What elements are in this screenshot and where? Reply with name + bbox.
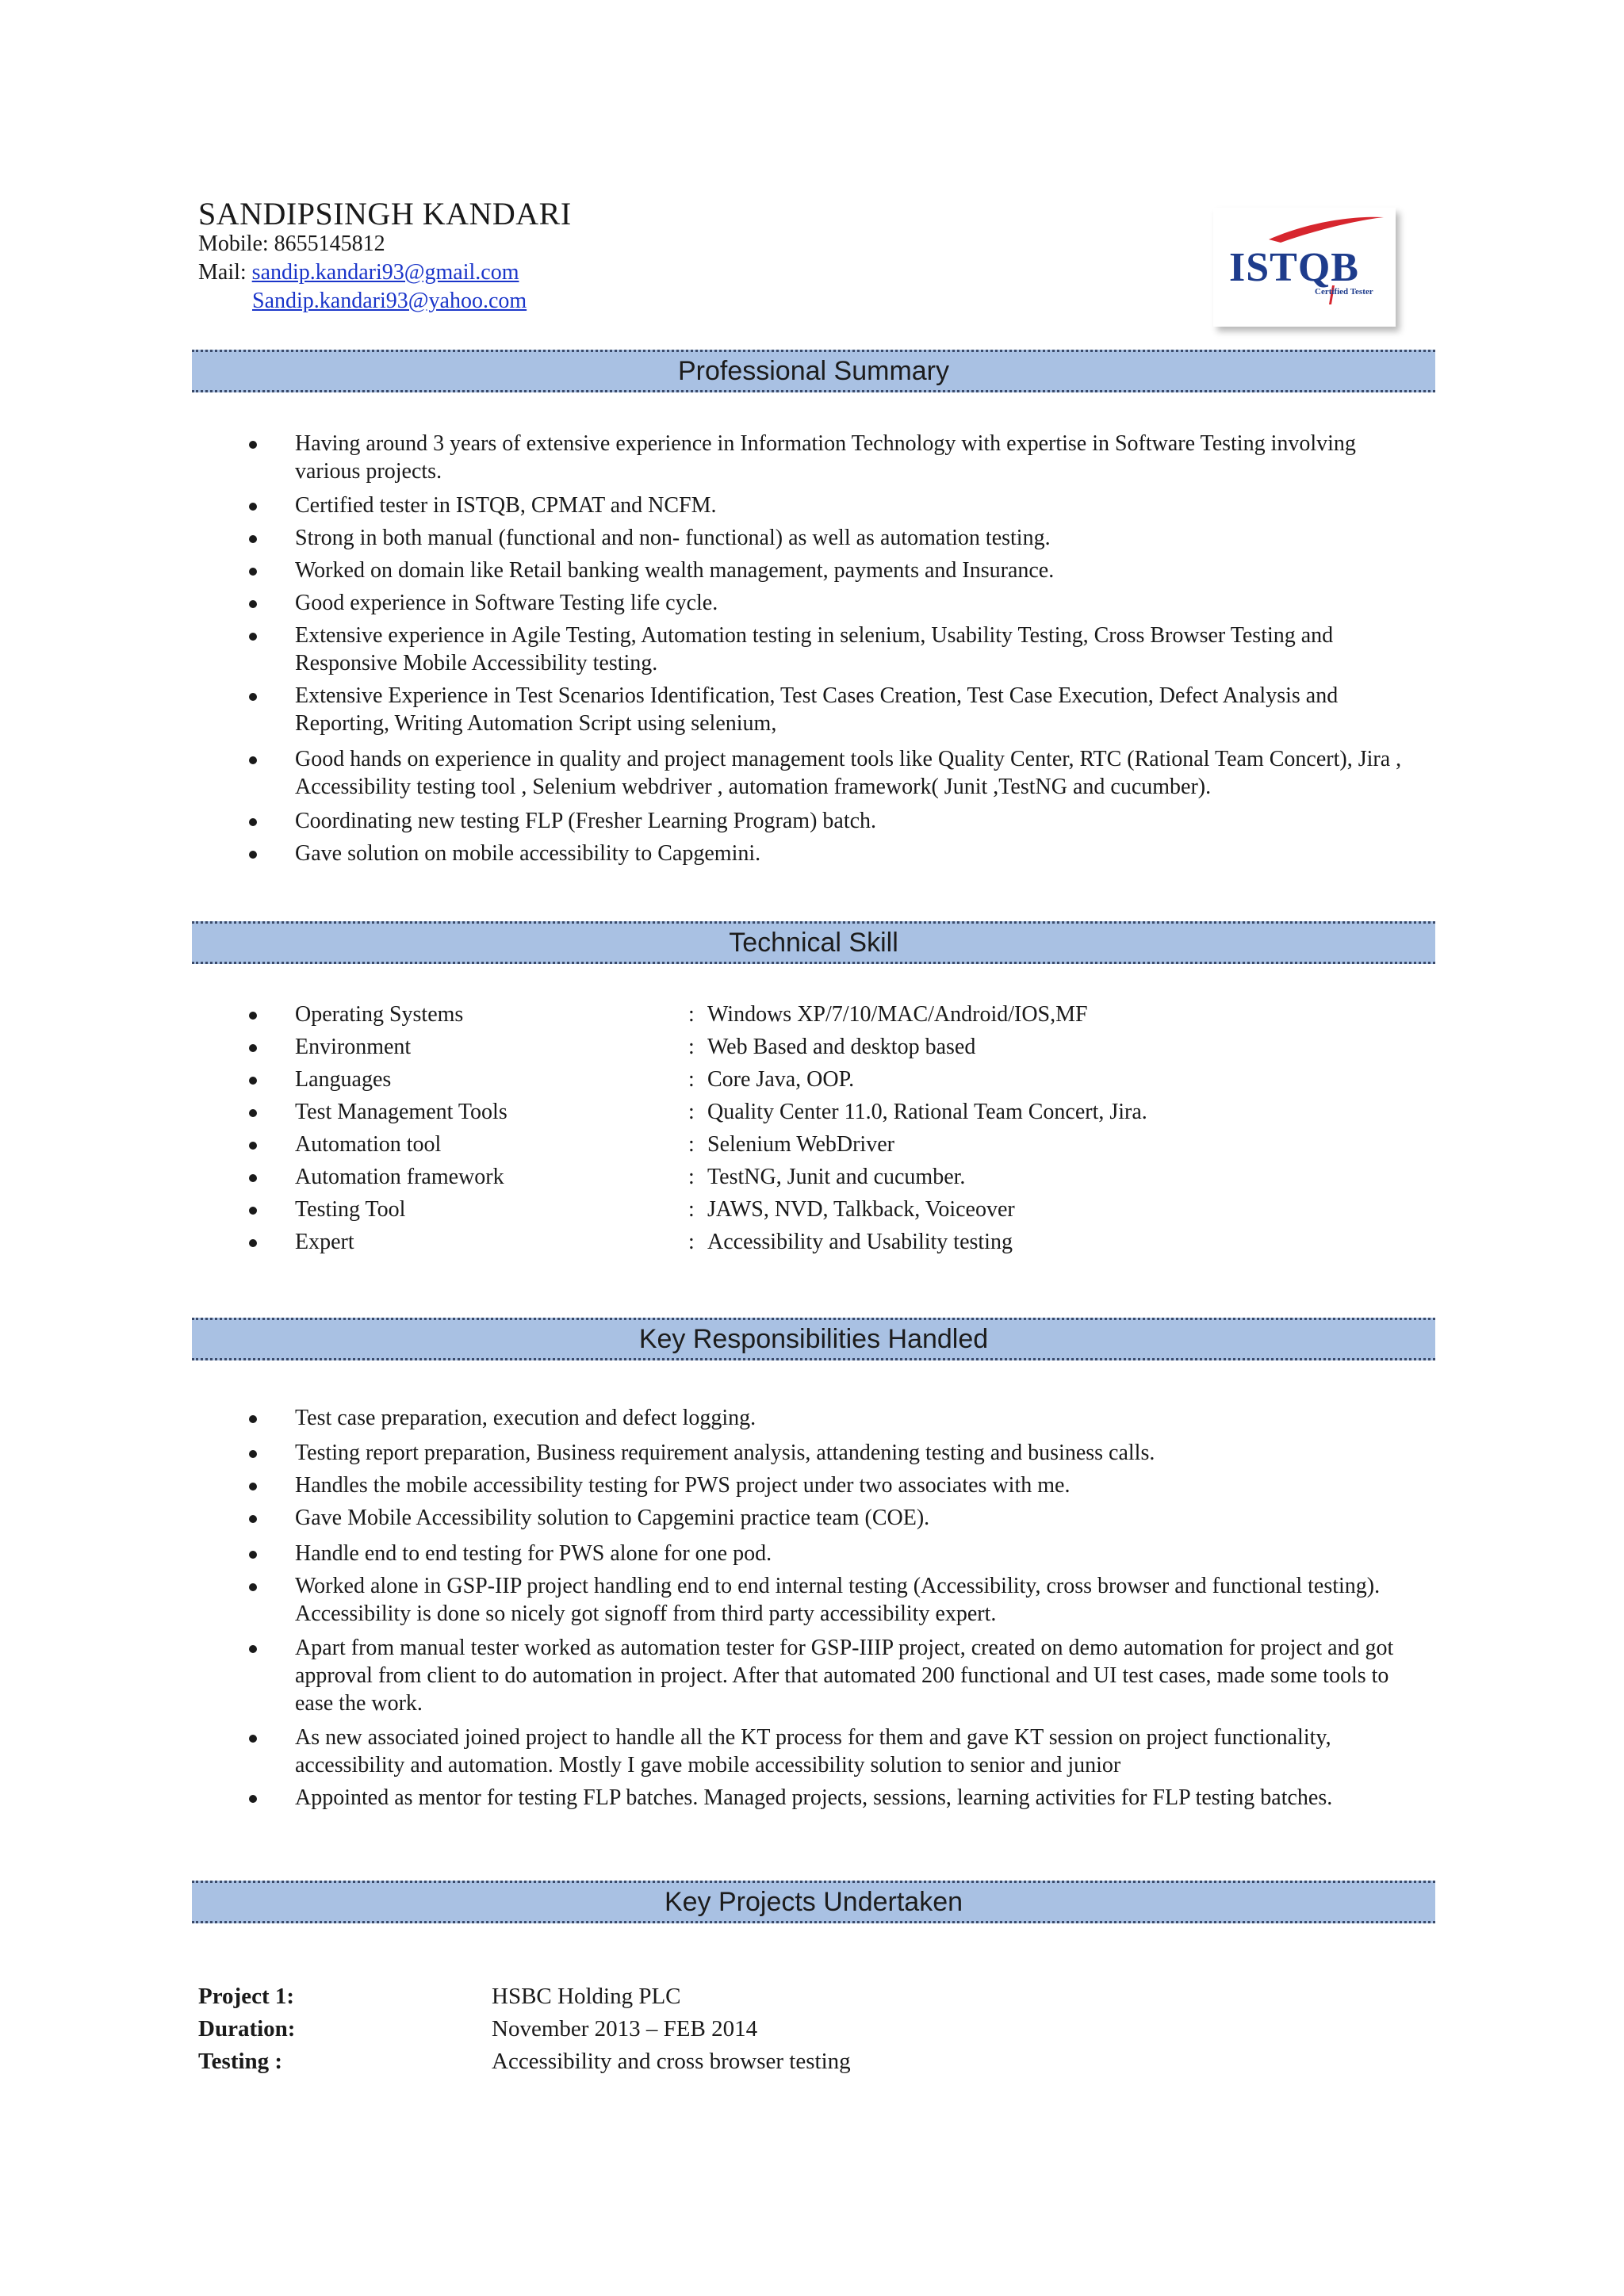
project-value: HSBC Holding PLC <box>492 1984 681 2009</box>
mail-label: Mail: <box>198 260 247 285</box>
section-technical-skill: Technical Skill <box>192 921 1435 964</box>
list-item: Strong in both manual (functional and non- functional) as well as automation testing. <box>0 524 1421 552</box>
bullet-icon <box>249 1109 257 1117</box>
skill-separator: : <box>688 1165 695 1189</box>
mobile-line <box>198 232 385 257</box>
mail-line-secondary <box>252 289 527 314</box>
duration-row <box>198 2016 1467 2048</box>
list-item: Testing report preparation, Business requirement analysis, attandening testing and business calls. <box>0 1439 1421 1467</box>
duration-value: November 2013 – FEB 2014 <box>492 2016 758 2042</box>
skill-row <box>0 1033 1624 1066</box>
skill-row <box>0 1228 1624 1261</box>
responsibilities-list <box>0 1404 1421 1812</box>
skill-separator: : <box>688 1132 695 1157</box>
skill-row <box>0 1098 1624 1131</box>
skill-name: Operating Systems <box>295 1002 464 1027</box>
list-item: Apart from manual tester worked as automation tester for GSP-IIIP project, created on demo automation for project and got approval from client to do automation in project. After that automated 200 functional and UI test cases, made some tools to ease the work. <box>0 1634 1421 1717</box>
skill-separator: : <box>688 1002 695 1027</box>
skill-name: Automation tool <box>295 1132 442 1157</box>
bullet-icon <box>249 1239 257 1247</box>
skill-row <box>0 1163 1624 1196</box>
candidate-name: SANDIPSINGH KANDARI <box>198 196 572 232</box>
testing-row <box>198 2049 1467 2080</box>
skill-value: Selenium WebDriver <box>707 1132 894 1157</box>
skill-name: Testing Tool <box>295 1197 406 1222</box>
list-item: Having around 3 years of extensive experience in Information Technology with expertise in Software Testing involving various projects. <box>0 430 1421 485</box>
skill-row <box>0 1001 1624 1033</box>
skill-separator: : <box>688 1035 695 1059</box>
skill-name: Test Management Tools <box>295 1100 508 1124</box>
skill-value: Core Java, OOP. <box>707 1067 855 1092</box>
skill-row <box>0 1131 1624 1163</box>
testing-label: Testing : <box>198 2049 283 2074</box>
list-item: Good experience in Software Testing life cycle. <box>0 589 1421 617</box>
bullet-icon <box>249 1012 257 1020</box>
mobile-number: 8655145812 <box>274 232 385 256</box>
mobile-label: Mobile: <box>198 232 269 256</box>
istqb-logo <box>1213 208 1396 327</box>
list-item: Extensive experience in Agile Testing, Automation testing in selenium, Usability Testing, Cross Browser Testing and Responsive Mobile Accessibility testing. <box>0 622 1421 677</box>
skill-separator: : <box>688 1230 695 1254</box>
list-item: Handle end to end testing for PWS alone for one pod. <box>0 1540 1421 1567</box>
bullet-icon <box>249 1207 257 1215</box>
logo-subtitle: Certified Tester <box>1315 287 1373 297</box>
skill-name: Automation framework <box>295 1165 504 1189</box>
summary-list <box>0 430 1421 867</box>
skill-value: JAWS, NVD, Talkback, Voiceover <box>707 1197 1015 1222</box>
list-item: Worked alone in GSP-IIP project handling end to end internal testing (Accessibility, cross browser and functional testing). Accessibility is done so nicely got signoff from third party accessibility expert. <box>0 1572 1421 1628</box>
skill-row <box>0 1066 1624 1098</box>
bullet-icon <box>249 1142 257 1150</box>
list-item: Worked on domain like Retail banking wealth management, payments and Insurance. <box>0 557 1421 584</box>
skill-name: Environment <box>295 1035 412 1059</box>
mail-line <box>198 260 519 285</box>
list-item: Certified tester in ISTQB, CPMAT and NCFM. <box>0 492 1421 519</box>
list-item: Coordinating new testing FLP (Fresher Learning Program) batch. <box>0 807 1421 835</box>
list-item: Extensive Experience in Test Scenarios Identification, Test Cases Creation, Test Case Execution, Defect Analysis and Reporting, Writing Automation Script using selenium, <box>0 682 1421 737</box>
skill-value: Accessibility and Usability testing <box>707 1230 1013 1254</box>
section-key-projects: Key Projects Undertaken <box>192 1881 1435 1923</box>
skill-value: Quality Center 11.0, Rational Team Concert, Jira. <box>707 1100 1147 1124</box>
list-item: Good hands on experience in quality and project management tools like Quality Center, RTC (Rational Team Concert), Jira , Accessibility testing tool , Selenium webdriver , automation framework( Junit ,TestNG and cucumber). <box>0 745 1421 801</box>
bullet-icon <box>249 1044 257 1052</box>
logo-word: ISTQB <box>1229 245 1359 290</box>
skill-separator: : <box>688 1197 695 1222</box>
list-item: Gave solution on mobile accessibility to Capgemini. <box>0 840 1421 867</box>
list-item: Appointed as mentor for testing FLP batches. Managed projects, sessions, learning activities for FLP testing batches. <box>0 1784 1421 1812</box>
project-row <box>198 1984 1467 2015</box>
skill-value: Web Based and desktop based <box>707 1035 976 1059</box>
skill-separator: : <box>688 1067 695 1092</box>
list-item: As new associated joined project to handle all the KT process for them and gave KT session on project functionality, accessibility and automation. Mostly I gave mobile accessibility solution to senior and junior <box>0 1724 1421 1779</box>
skill-value: TestNG, Junit and cucumber. <box>707 1165 966 1189</box>
skill-separator: : <box>688 1100 695 1124</box>
list-item: Handles the mobile accessibility testing for PWS project under two associates with me. <box>0 1471 1421 1499</box>
email-primary-link[interactable]: sandip.kandari93@gmail.com <box>251 260 519 285</box>
project-label: Project 1: <box>198 1984 295 2009</box>
skill-value: Windows XP/7/10/MAC/Android/IOS,MF <box>707 1002 1088 1027</box>
skill-name: Languages <box>295 1067 392 1092</box>
list-item: Test case preparation, execution and defect logging. <box>0 1404 1421 1432</box>
section-professional-summary: Professional Summary <box>192 350 1435 392</box>
bullet-icon <box>249 1174 257 1182</box>
skill-row <box>0 1196 1624 1228</box>
bullet-icon <box>249 1077 257 1085</box>
list-item: Gave Mobile Accessibility solution to Capgemini practice team (COE). <box>0 1504 1421 1532</box>
email-secondary-link[interactable]: Sandip.kandari93@yahoo.com <box>252 289 527 313</box>
duration-label: Duration: <box>198 2016 296 2042</box>
skill-name: Expert <box>295 1230 354 1254</box>
section-key-responsibilities: Key Responsibilities Handled <box>192 1318 1435 1360</box>
testing-value: Accessibility and cross browser testing <box>492 2049 851 2074</box>
